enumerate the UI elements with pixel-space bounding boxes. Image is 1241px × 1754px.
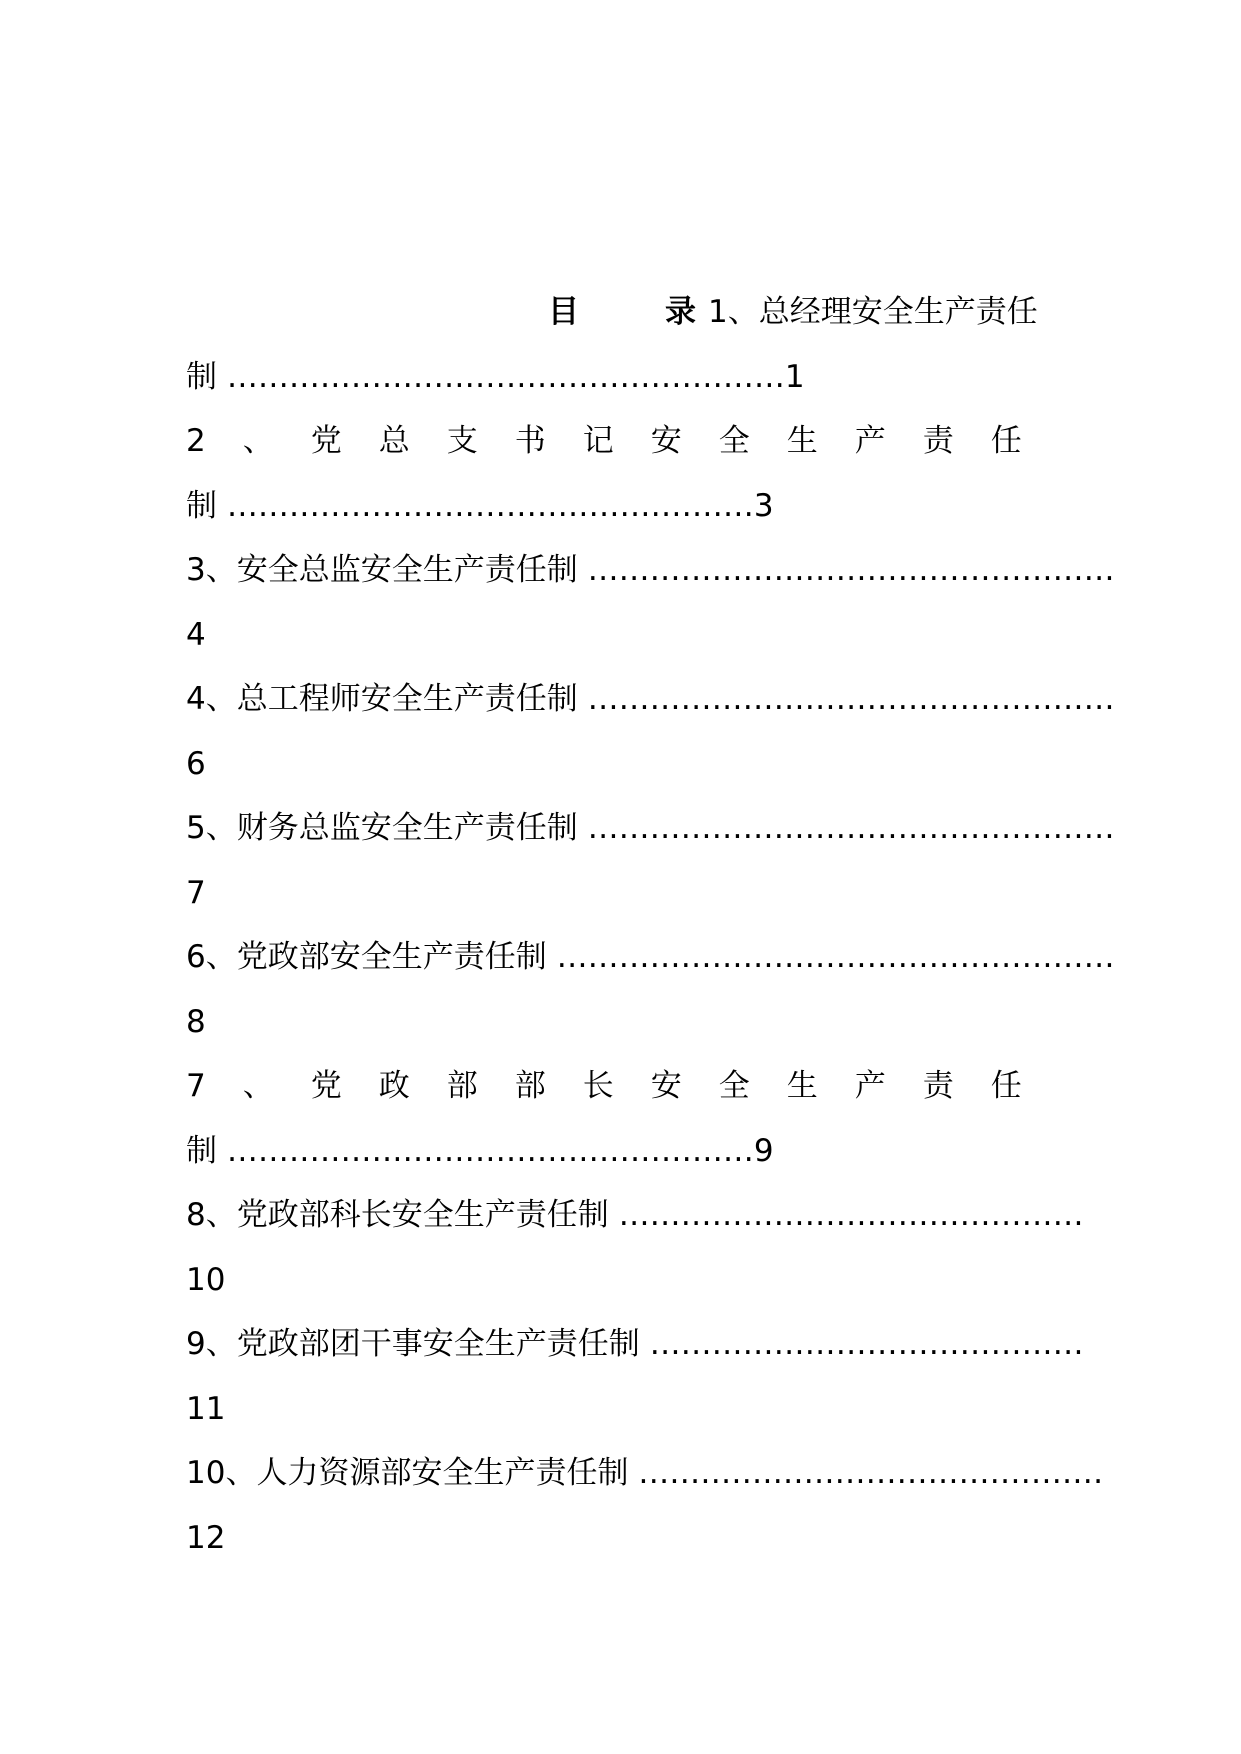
toc-entry-8-page[interactable]: 10: [186, 1262, 226, 1298]
toc-entry-4-title[interactable]: 4、总工程师安全生产责任制 ……………………………………………: [186, 681, 1115, 717]
toc-entry-1-title[interactable]: 1、总经理安全生产责任: [708, 294, 1038, 330]
toc-entry-5-title[interactable]: 5、财务总监安全生产责任制 ……………………………………………: [186, 810, 1115, 846]
toc-entry-7-title[interactable]: 7、党政部部长安全生产责任: [186, 1068, 1059, 1104]
toc-entry-4-page[interactable]: 6: [186, 746, 206, 782]
toc-entry-2-page[interactable]: 制 ……………………………………………3: [186, 488, 774, 524]
toc-title-char-1: 目: [548, 294, 579, 330]
toc-entry-9-title[interactable]: 9、党政部团干事安全生产责任制 ……………………………………: [186, 1326, 1084, 1362]
toc-entry-9-page[interactable]: 11: [186, 1391, 226, 1427]
toc-entry-7-page[interactable]: 制 ……………………………………………9: [186, 1133, 774, 1169]
toc-entry-6-page[interactable]: 8: [186, 1004, 206, 1040]
toc-entry-1-page[interactable]: 制 ………………………………………………1: [186, 359, 805, 395]
toc-entry-8-title[interactable]: 8、党政部科长安全生产责任制 ………………………………………: [186, 1197, 1084, 1233]
toc-entry-3-title[interactable]: 3、安全总监安全生产责任制 ……………………………………………: [186, 552, 1115, 588]
toc-entry-6-title[interactable]: 6、党政部安全生产责任制 ………………………………………………: [186, 939, 1115, 975]
toc-entry-10-title[interactable]: 10、人力资源部安全生产责任制 ………………………………………: [186, 1455, 1104, 1491]
toc-title-char-2: 录: [665, 294, 696, 330]
toc-entry-5-page[interactable]: 7: [186, 875, 206, 911]
toc-entry-10-page[interactable]: 12: [186, 1520, 226, 1556]
toc-entry-3-page[interactable]: 4: [186, 617, 206, 653]
toc-entry-2-title[interactable]: 2、党总支书记安全生产责任: [186, 423, 1059, 459]
